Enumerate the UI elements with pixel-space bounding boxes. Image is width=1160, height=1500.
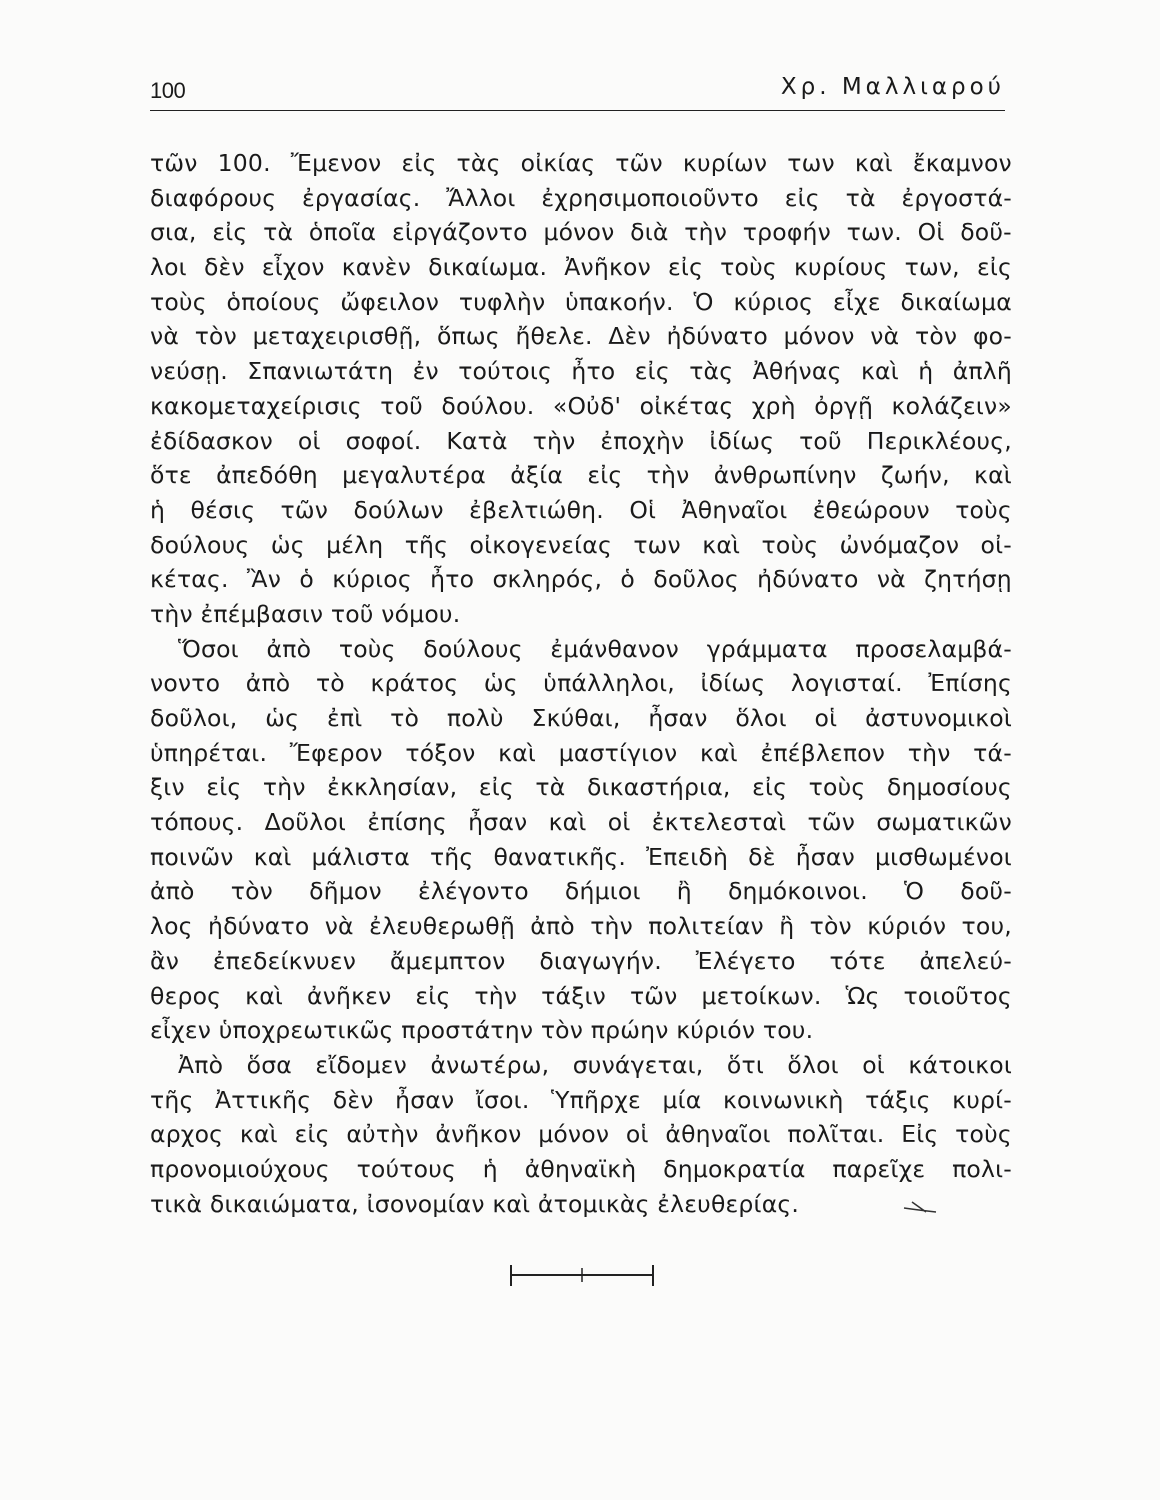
text-line: τῶν 100. Ἔμενον εἰς τὰς οἰκίας τῶν κυρίων των καὶ ἔκαμνον bbox=[150, 149, 1012, 177]
end-ornament-icon bbox=[508, 1262, 656, 1288]
text-line: νοντο ἀπὸ τὸ κράτος ὡς ὑπάλληλοι, ἰδίως λογισταί. Ἐπίσης bbox=[150, 669, 1012, 698]
page-number: 100 bbox=[150, 78, 186, 103]
text-line: κέτας. Ἂν ὁ κύριος ἦτο σκληρός, ὁ δοῦλος ἠδύνατο νὰ ζητήσῃ bbox=[150, 565, 1012, 594]
running-head: Χρ. Μαλλιαρού bbox=[780, 74, 1005, 100]
end-mark-icon bbox=[902, 1198, 938, 1214]
text-line: διαφόρους ἐργασίας. Ἄλλοι ἐχρησιμοποιοῦντο εἰς τὰ ἐργοστά- bbox=[150, 183, 1012, 212]
header-rule bbox=[150, 110, 1005, 111]
text-line: ποινῶν καὶ μάλιστα τῆς θανατικῆς. Ἐπειδὴ δὲ ἦσαν μισθωμένοι bbox=[150, 842, 1012, 871]
text-line: τὴν ἐπέμβασιν τοῦ νόμου. bbox=[150, 599, 461, 628]
text-line: ἀπὸ τὸν δῆμον ἐλέγοντο δήμιοι ἢ δημόκοινοι. Ὁ δοῦ- bbox=[150, 877, 1012, 906]
text-line: σια, εἰς τὰ ὁποῖα εἰργάζοντο μόνον διὰ τὴν τροφήν των. Οἱ δοῦ- bbox=[150, 218, 1012, 247]
text-line: τόπους. Δοῦλοι ἐπίσης ἦσαν καὶ οἱ ἐκτελεσταὶ τῶν σωματικῶν bbox=[150, 808, 1012, 837]
page-header bbox=[150, 70, 1005, 110]
text-line: τοὺς ὁποίους ὤφειλον τυφλὴν ὑπακοήν. Ὁ κύριος εἶχε δικαίωμα bbox=[150, 287, 1012, 316]
text-line: ἂν ἐπεδείκνυεν ἄμεμπτον διαγωγήν. Ἐλέγετο τότε ἀπελεύ- bbox=[150, 946, 1012, 975]
text-line: κακομεταχείρισις τοῦ δούλου. «Οὐδ' οἰκέτας χρὴ ὀργῇ κολάζειν» bbox=[150, 391, 1012, 420]
text-line: ὅτε ἀπεδόθη μεγαλυτέρα ἀξία εἰς τὴν ἀνθρωπίνην ζωήν, καὶ bbox=[150, 461, 1012, 490]
text-line: ὑπηρέται. Ἔφερον τόξον καὶ μαστίγιον καὶ ἐπέβλεπον τὴν τά- bbox=[150, 738, 1012, 767]
text-line: θερος καὶ ἀνῆκεν εἰς τὴν τάξιν τῶν μετοίκων. Ὡς τοιοῦτος bbox=[150, 981, 1012, 1010]
text-line: νὰ τὸν μεταχειρισθῇ, ὅπως ἤθελε. Δὲν ἠδύνατο μόνον νὰ τὸν φο- bbox=[150, 322, 1012, 351]
text-line: εἶχεν ὑποχρεωτικῶς προστάτην τὸν πρώην κύριόν του. bbox=[150, 1016, 814, 1045]
text-line: λος ἠδύνατο νὰ ἐλευθερωθῇ ἀπὸ τὴν πολιτείαν ἢ τὸν κύριόν του, bbox=[150, 912, 1012, 941]
text-line: δοῦλοι, ὡς ἐπὶ τὸ πολὺ Σκύθαι, ἦσαν ὅλοι οἱ ἀστυνομικοὶ bbox=[150, 704, 1012, 732]
text-line: αρχος καὶ εἰς αὐτὴν ἀνῆκον μόνον οἱ ἀθηναῖοι πολῖται. Εἰς τοὺς bbox=[150, 1120, 1012, 1149]
text-line: προνομιούχους τούτους ἡ ἀθηναϊκὴ δημοκρατία παρεῖχε πολι- bbox=[150, 1154, 1012, 1183]
text-line: ἐδίδασκον οἱ σοφοί. Κατὰ τὴν ἐποχὴν ἰδίως τοῦ Περικλέους, bbox=[150, 426, 1012, 455]
text-line: ἡ θέσις τῶν δούλων ἐβελτιώθη. Οἱ Ἀθηναῖοι ἐθεώρουν τοὺς bbox=[150, 495, 1012, 524]
text-line: τῆς Ἀττικῆς δὲν ἦσαν ἴσοι. Ὑπῆρχε μία κοινωνικὴ τάξις κυρί- bbox=[150, 1085, 1012, 1114]
text-line: λοι δὲν εἶχον κανὲν δικαίωμα. Ἀνῆκον εἰς τοὺς κυρίους των, εἰς bbox=[150, 253, 1012, 282]
text-line: νεύσῃ. Σπανιωτάτη ἐν τούτοις ἦτο εἰς τὰς Ἀθήνας καὶ ἡ ἀπλῆ bbox=[150, 357, 1012, 386]
text-line: ξιν εἰς τὴν ἐκκλησίαν, εἰς τὰ δικαστήρια, εἰς τοὺς δημοσίους bbox=[150, 773, 1012, 802]
text-line: Ὅσοι ἀπὸ τοὺς δούλους ἐμάνθανον γράμματα προσελαμβά- bbox=[178, 634, 1012, 663]
body-text bbox=[150, 146, 1012, 1221]
text-line: Ἀπὸ ὅσα εἴδομεν ἀνωτέρω, συνάγεται, ὅτι ὅλοι οἱ κάτοικοι bbox=[178, 1050, 1012, 1079]
text-line: τικὰ δικαιώματα, ἰσονομίαν καὶ ἀτομικὰς ἐλευθερίας. bbox=[150, 1189, 800, 1218]
text-line: δούλους ὡς μέλη τῆς οἰκογενείας των καὶ τοὺς ὠνόμαζον οἰ- bbox=[150, 530, 1012, 559]
